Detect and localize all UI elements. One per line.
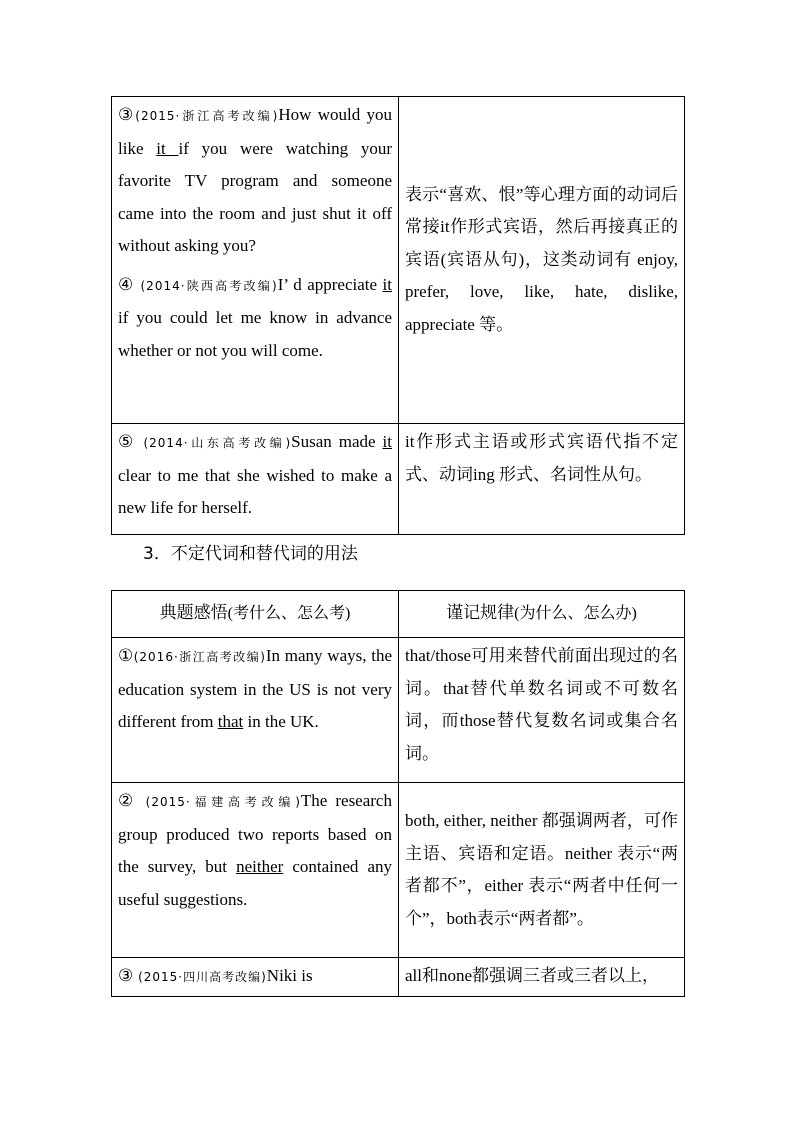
rule-text: both, either, neither 都强调两者，可作主语、宾语和定语。neither 表示“两者都不”，either 表示“两者中任何一个”，both表示“两者都”。 [405, 811, 678, 928]
example-source: (2015·四川高考改编) [133, 970, 267, 984]
header-left-note: (考什么、怎么考) [227, 605, 351, 623]
table-row [112, 638, 685, 783]
example-source: (2015·福建高考改编) [137, 795, 301, 809]
table-row [112, 97, 685, 424]
rule-cell [399, 97, 685, 424]
header-right-note: (为什么、怎么办) [514, 605, 637, 623]
example-text: contained any useful suggestions. [118, 857, 392, 909]
example-item [118, 99, 392, 263]
answer-blank: neither [236, 857, 284, 876]
rule-text: it作形式主语或形式宾语代指不定式、动词ing 形式、名词性从句。 [405, 432, 678, 484]
example-number: ④ [118, 274, 135, 294]
rule-cell [399, 958, 685, 997]
example-item [118, 269, 392, 368]
example-cell [112, 958, 399, 997]
example-text: clear to me that she wished to make a new life for herself. [118, 465, 392, 517]
table-row [112, 958, 685, 997]
table-header-row [112, 591, 685, 638]
header-left-title: 典题感悟 [159, 603, 228, 623]
example-text: if you were watching your favorite TV program and someone came into the room and just shut it off without asking you? [118, 138, 393, 255]
example-source: (2015·浙江高考改编) [135, 109, 279, 123]
table-row [112, 424, 685, 535]
example-cell [112, 638, 399, 783]
example-number: ② [118, 791, 138, 810]
example-source: (2016·浙江高考改编) [133, 650, 266, 664]
example-text: if you could let me know in advance whether or not you will come. [118, 308, 392, 360]
example-text: The research group produced two reports based on the survey, but [118, 791, 392, 876]
rule-cell [399, 424, 685, 535]
rule-cell [399, 638, 685, 783]
example-cell [112, 424, 399, 535]
grammar-table-2 [111, 590, 685, 997]
example-source: (2014·陕西高考改编) [134, 278, 278, 293]
example-number: ③ [118, 105, 136, 124]
example-text: How would you like [118, 105, 392, 158]
answer-blank: that [217, 712, 244, 731]
example-text: I’ d appreciate [277, 274, 383, 294]
example-text: in the UK. [243, 712, 319, 731]
example-source: (2014·山东高考改编) [135, 436, 292, 450]
rule-cell [399, 783, 685, 958]
example-number: ③ [118, 966, 134, 985]
example-text: Niki is [266, 966, 313, 985]
rule-text: all和none都强调三者或三者以上， [405, 966, 660, 985]
grammar-table-1 [111, 96, 685, 535]
answer-blank: it [156, 138, 179, 158]
example-cell [112, 783, 399, 958]
answer-blank: it [382, 274, 392, 294]
example-cell [112, 97, 399, 424]
rule-text: 表示“喜欢、恨”等心理方面的动词后常接it作形式宾语，然后再接真正的宾语(宾语从句)，这类动词有 enjoy, prefer, love, like, hate, dislike, appreciate 等。 [405, 184, 678, 334]
example-text: Susan made [291, 432, 383, 451]
table-row [112, 783, 685, 958]
example-number: ⑤ [118, 432, 136, 451]
answer-blank: it [382, 432, 392, 451]
section-heading: 3．不定代词和替代词的用法 [143, 544, 358, 564]
rule-text: that/those可用来替代前面出现过的名词。that替代单数名词或不可数名词，而those替代复数名词或集合名词。 [405, 646, 678, 763]
header-right [399, 591, 685, 638]
example-text: In many ways, the education system in the US is not very different from [118, 646, 392, 731]
example-number: ① [118, 646, 134, 665]
header-left [112, 591, 399, 638]
header-right-title: 谨记规律 [446, 603, 515, 623]
